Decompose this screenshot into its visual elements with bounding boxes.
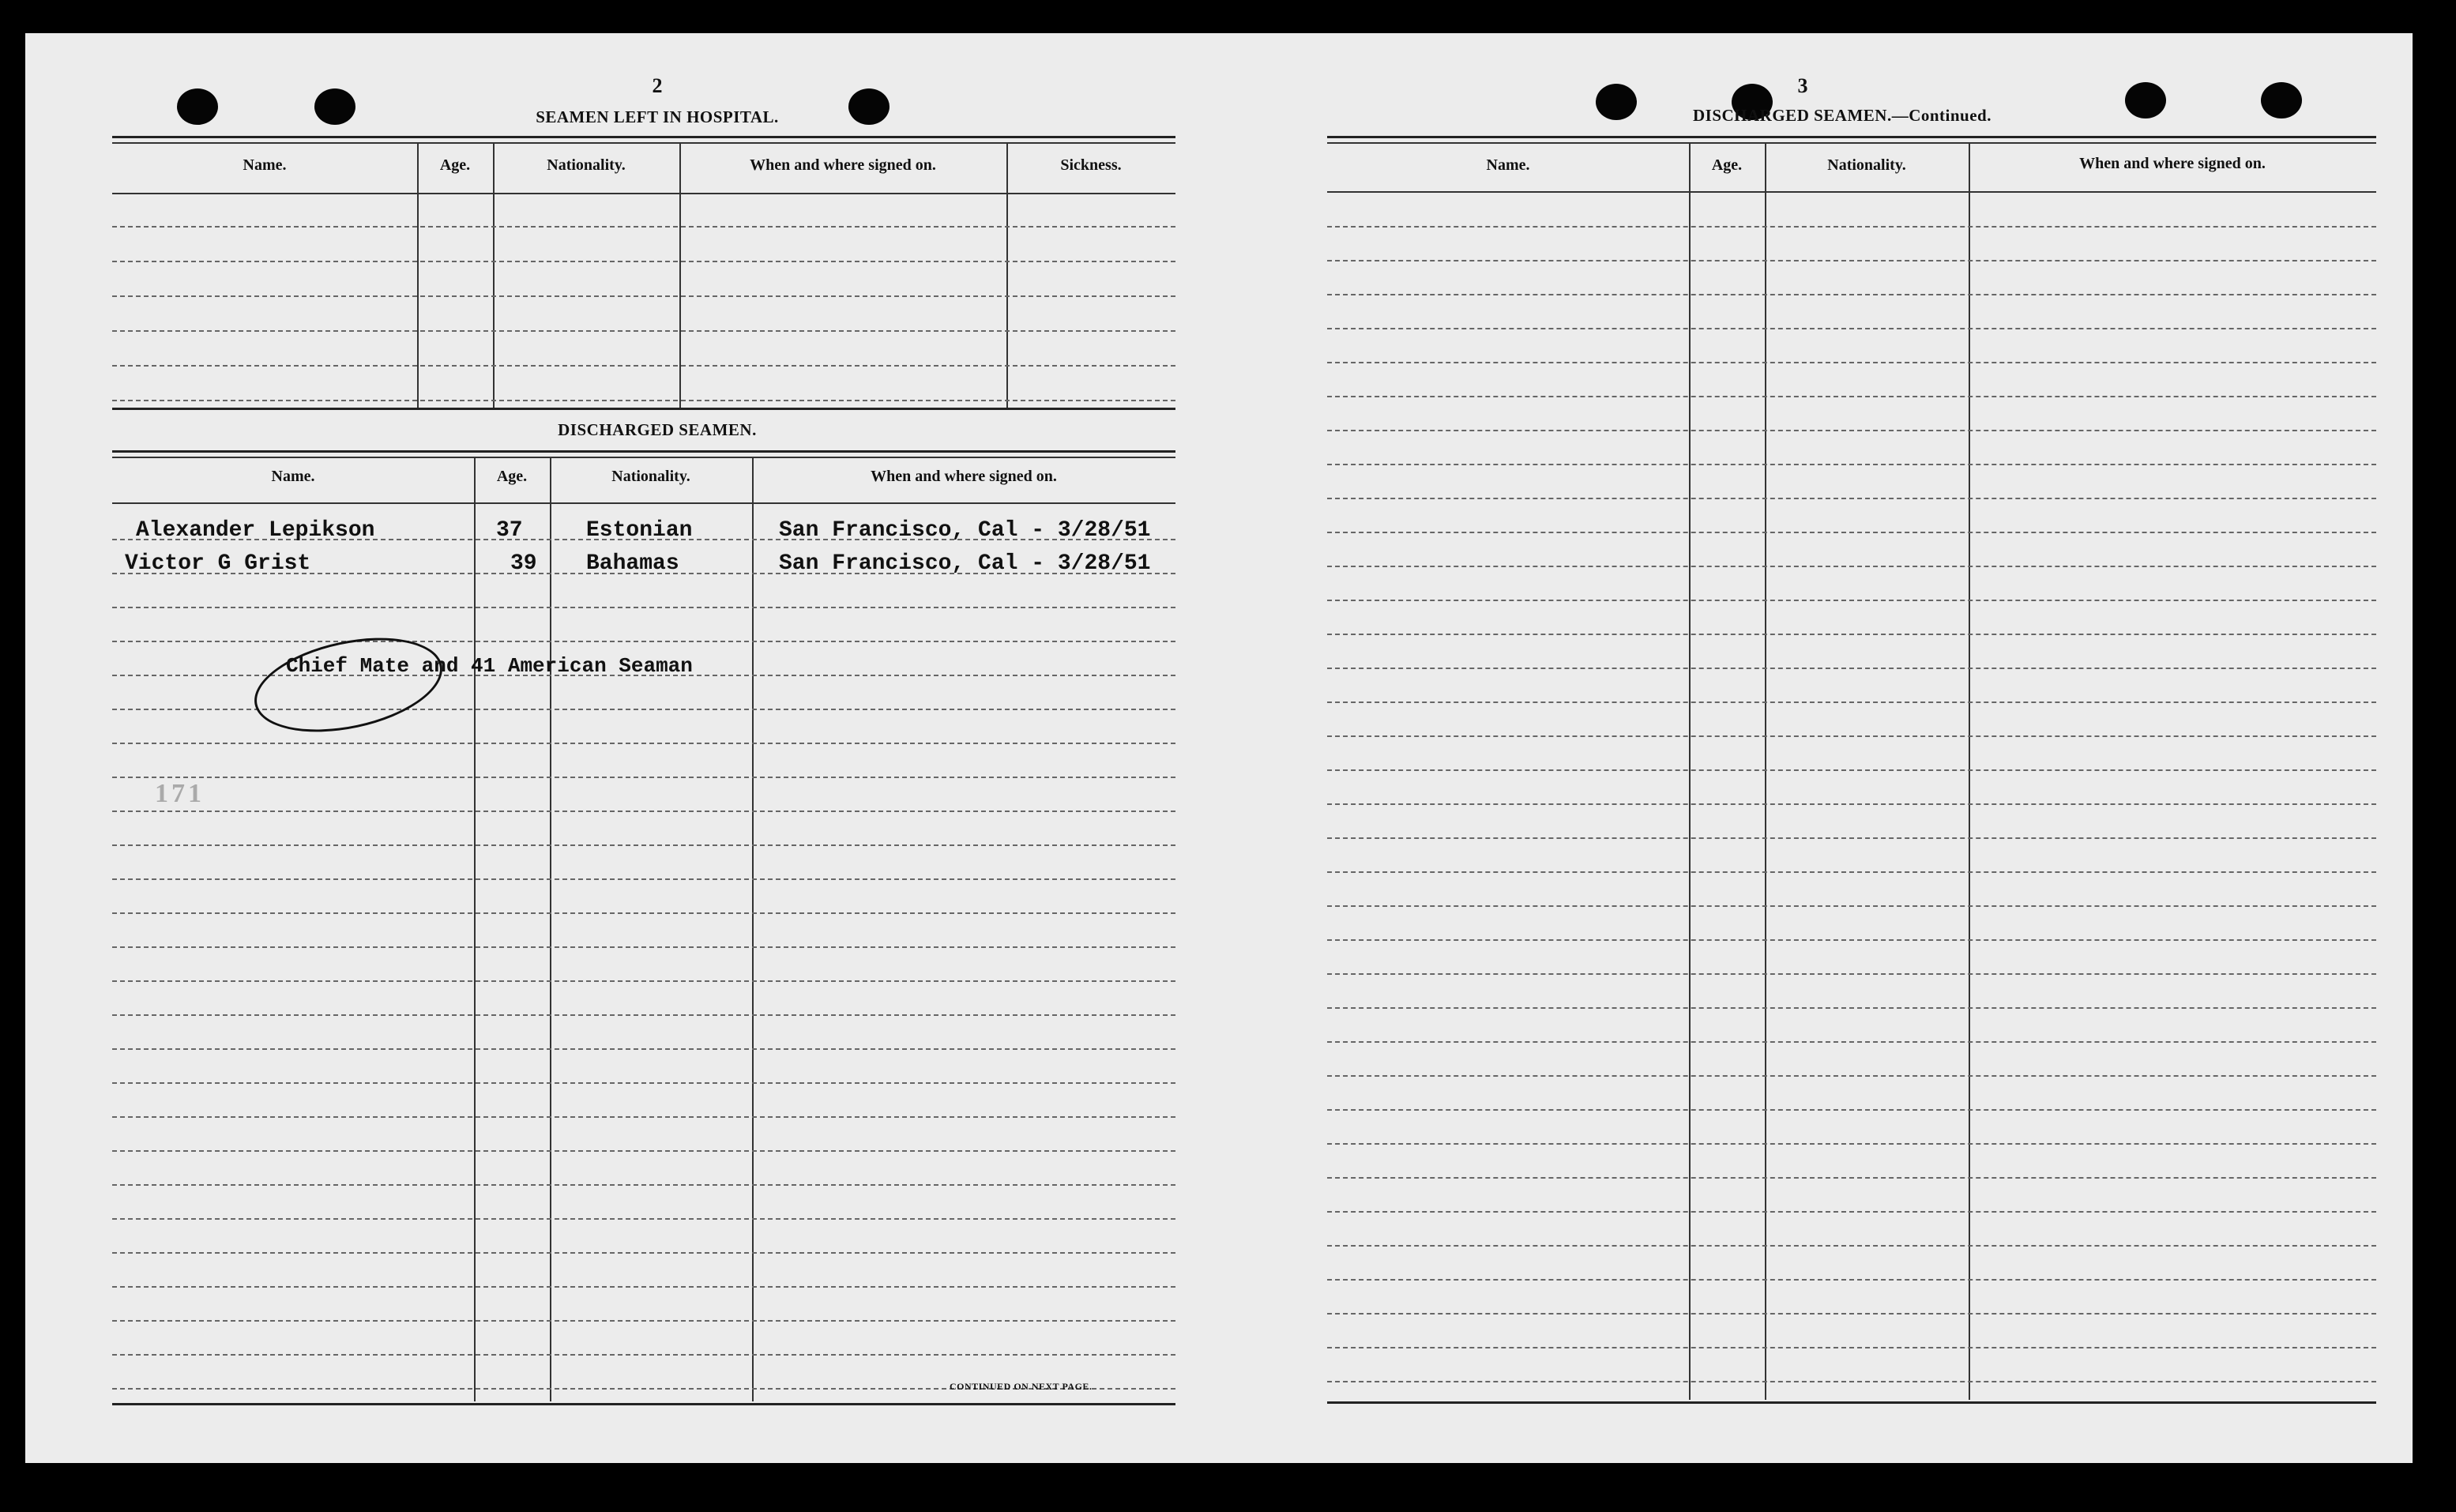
ruled-line [112, 607, 1175, 608]
faint-mark: 171 [155, 779, 205, 808]
column-header-sickness: Sickness. [1060, 156, 1122, 174]
ruled-line [1327, 905, 2376, 907]
ruled-line [112, 226, 1175, 228]
ruled-line [112, 1048, 1175, 1050]
ruled-line [112, 1218, 1175, 1220]
seaman-signed-on: San Francisco, Cal - 3/28/51 [779, 551, 1151, 576]
seaman-age: 37 [496, 518, 523, 543]
hospital-section-title: SEAMEN LEFT IN HOSPITAL. [536, 107, 779, 126]
column-header-nationality: Nationality. [1827, 156, 1906, 174]
ruled-line [112, 1082, 1175, 1084]
table-bottom-rule [112, 408, 1175, 410]
ruled-line [1327, 1313, 2376, 1315]
column-header-nationality: Nationality. [611, 468, 690, 485]
header-underline [112, 502, 1175, 504]
seaman-age: 39 [510, 551, 537, 576]
ruled-line [1327, 1177, 2376, 1179]
ruled-line [1327, 701, 2376, 703]
ruled-line [1327, 430, 2376, 431]
ruled-line [1327, 668, 2376, 669]
column-divider [493, 144, 495, 408]
table-bottom-rule [112, 1403, 1175, 1405]
ruled-line [1327, 1347, 2376, 1348]
table-top-rule [112, 142, 1175, 144]
ruled-line [1327, 260, 2376, 261]
column-divider [752, 458, 754, 1401]
ruled-line [112, 844, 1175, 846]
ruled-line [112, 1252, 1175, 1254]
ruled-line [1327, 1211, 2376, 1213]
page-number: 3 [1797, 74, 1808, 97]
seaman-signed-on: San Francisco, Cal - 3/28/51 [779, 518, 1151, 543]
ruled-line [1327, 973, 2376, 975]
ruled-line [112, 878, 1175, 880]
ruled-line [112, 912, 1175, 914]
column-header-name: Name. [271, 468, 315, 485]
ruled-line [112, 980, 1175, 982]
ruled-line [112, 295, 1175, 297]
seaman-name: Alexander Lepikson [136, 518, 375, 543]
ruled-line [1327, 1143, 2376, 1145]
crew-note: Chief Mate and 41 American Seaman [286, 654, 693, 678]
column-divider [417, 144, 419, 408]
table-bottom-rule [1327, 1401, 2376, 1404]
column-header-name: Name. [243, 156, 287, 174]
column-header-signed-on: When and where signed on. [750, 156, 936, 174]
ruled-line [1327, 735, 2376, 737]
ruled-line [112, 743, 1175, 744]
ruled-line [112, 1354, 1175, 1356]
ruled-line [1327, 939, 2376, 941]
ruled-line [112, 365, 1175, 367]
ruled-line [1327, 566, 2376, 567]
column-divider [1006, 144, 1008, 408]
ruled-line [112, 1320, 1175, 1322]
ruled-line [112, 261, 1175, 262]
ruled-line [1327, 226, 2376, 228]
ruled-line [1327, 837, 2376, 839]
ruled-line [112, 1184, 1175, 1186]
ruled-line [1327, 1041, 2376, 1043]
table-top-rule [112, 457, 1175, 458]
left-page [25, 33, 1210, 1463]
column-header-age: Age. [439, 156, 471, 174]
column-header-signed-on: When and where signed on. [871, 468, 1057, 485]
column-divider [550, 458, 551, 1401]
continued-footer: CONTINUED ON NEXT PAGE. [950, 1381, 1093, 1392]
discharged-section-title: DISCHARGED SEAMEN. [558, 420, 757, 439]
ruled-line [112, 1116, 1175, 1118]
ruled-line [112, 946, 1175, 948]
header-underline [1327, 191, 2376, 193]
ruled-line [1327, 1245, 2376, 1247]
column-header-signed-on: When and where signed on. [2079, 155, 2266, 172]
ruled-line [1327, 362, 2376, 363]
right-section-title: DISCHARGED SEAMEN.—Continued. [1693, 106, 1992, 125]
ruled-line [112, 1286, 1175, 1288]
column-divider [474, 458, 476, 1401]
ruled-line [1327, 803, 2376, 805]
ruled-line [112, 330, 1175, 332]
column-header-name: Name. [1486, 156, 1530, 174]
column-divider [679, 144, 681, 408]
ruled-line [1327, 464, 2376, 465]
column-header-age: Age. [1711, 156, 1743, 174]
header-underline [112, 193, 1175, 194]
ruled-line [1327, 1075, 2376, 1077]
ruled-line [112, 641, 1175, 642]
right-page [1210, 33, 2413, 1463]
ruled-line [112, 777, 1175, 778]
column-header-age: Age. [496, 468, 528, 485]
ruled-line [1327, 769, 2376, 771]
ruled-line [112, 400, 1175, 401]
table-top-rule [1327, 142, 2376, 144]
seaman-name: Victor G Grist [125, 551, 311, 576]
ruled-line [1327, 600, 2376, 601]
table-top-rule [112, 450, 1175, 453]
ruled-line [1327, 871, 2376, 873]
ruled-line [112, 1014, 1175, 1016]
ruled-line [1327, 328, 2376, 329]
ruled-line [112, 1150, 1175, 1152]
ruled-line [1327, 1109, 2376, 1111]
ruled-line [112, 811, 1175, 812]
ruled-line [1327, 1279, 2376, 1281]
ruled-line [1327, 1007, 2376, 1009]
page-number: 2 [652, 74, 663, 97]
seaman-nationality: Estonian [586, 518, 693, 543]
ruled-line [1327, 1381, 2376, 1382]
column-header-nationality: Nationality. [547, 156, 626, 174]
seaman-nationality: Bahamas [586, 551, 679, 576]
table-top-rule [1327, 136, 2376, 138]
ruled-line [1327, 634, 2376, 635]
ruled-line [1327, 294, 2376, 295]
ruled-line [1327, 498, 2376, 499]
ruled-line [1327, 532, 2376, 533]
document-sheet [25, 33, 2413, 1463]
table-top-rule [112, 136, 1175, 138]
ruled-line [1327, 396, 2376, 397]
